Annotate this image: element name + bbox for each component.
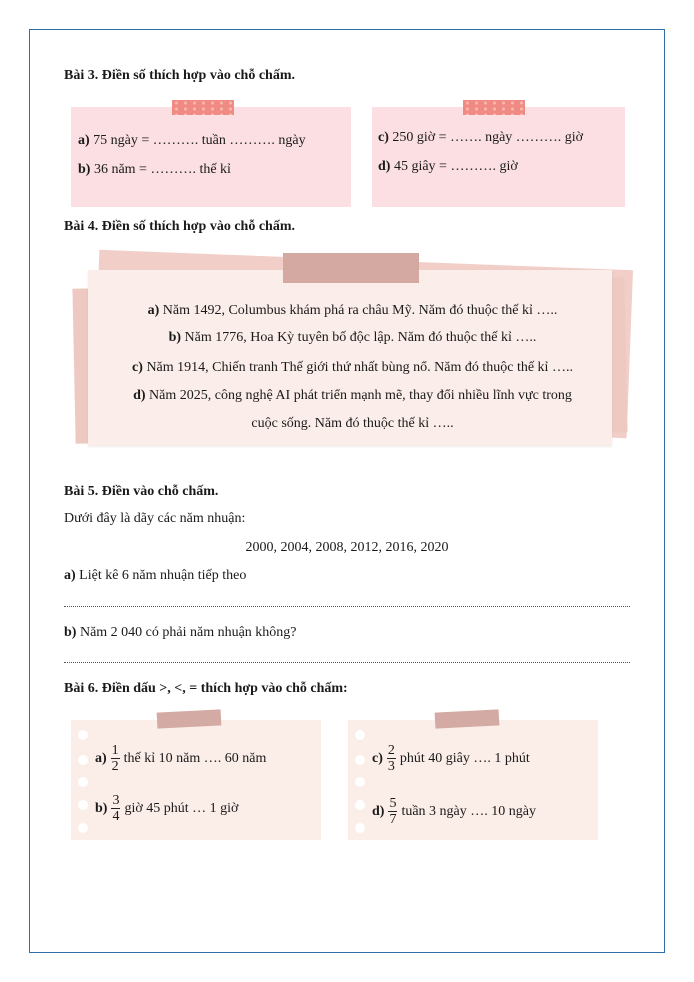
punch-hole	[78, 823, 88, 833]
bai5-question-a	[64, 568, 246, 584]
fraction	[111, 743, 120, 774]
bai3-box-left	[71, 107, 351, 207]
bai6-item-b	[95, 793, 238, 824]
item-label: c)	[132, 360, 143, 375]
item-text: 75 ngày = ………. tuần ………. ngày	[89, 133, 306, 148]
tape-decoration	[157, 709, 222, 728]
punch-hole	[355, 800, 365, 810]
item-label: b)	[64, 625, 77, 640]
fraction	[388, 796, 397, 827]
tape-decoration	[283, 253, 419, 283]
item-label: c)	[372, 750, 383, 766]
fraction	[387, 743, 396, 774]
item-text: phút 40 giây …. 1 phút	[399, 750, 530, 766]
bai3-item-d	[378, 159, 518, 175]
bai5-intro: Dưới đây là dãy các năm nhuận:	[64, 511, 246, 526]
item-text: 45 giây = ………. giờ	[390, 159, 518, 174]
tape-decoration	[435, 709, 500, 728]
punch-hole	[355, 755, 365, 765]
answer-line	[64, 662, 630, 663]
item-text: Năm 2 040 có phải năm nhuận không?	[76, 625, 297, 640]
numerator: 5	[389, 796, 397, 811]
fraction	[111, 793, 120, 824]
denominator: 2	[111, 759, 119, 774]
bai4-item-b	[70, 330, 635, 346]
numerator: 1	[111, 743, 119, 758]
punch-hole	[355, 730, 365, 740]
item-text: 36 năm = ………. thế kỉ	[90, 162, 231, 177]
item-label: d)	[372, 803, 385, 819]
item-text: giờ 45 phút … 1 giờ	[124, 800, 239, 816]
bai4-heading: Bài 4. Điền số thích hợp vào chỗ chấm.	[64, 219, 295, 234]
item-text: 250 giờ = ……. ngày ………. giờ	[388, 130, 584, 145]
numerator: 3	[112, 793, 120, 808]
item-label: a)	[64, 568, 76, 583]
bai6-item-a	[95, 743, 266, 774]
punch-hole	[355, 777, 365, 787]
bai4-item-a	[70, 303, 635, 319]
denominator: 3	[387, 759, 395, 774]
punch-hole	[78, 755, 88, 765]
punch-hole	[78, 777, 88, 787]
bai3-box-right	[372, 107, 625, 207]
item-label: d)	[378, 159, 391, 174]
item-text: Năm 1776, Hoa Kỳ tuyên bố độc lập. Năm đó thuộc thế kỉ …..	[181, 330, 537, 345]
item-label: c)	[378, 130, 389, 145]
bai6-item-d	[372, 796, 536, 827]
bai3-heading: Bài 3. Điền số thích hợp vào chỗ chấm.	[64, 68, 295, 83]
item-text: Năm 1492, Columbus khám phá ra châu Mỹ. Năm đó thuộc thế kỉ …..	[159, 303, 558, 318]
item-text: thế kỉ 10 năm …. 60 năm	[123, 750, 267, 766]
bai6-heading: Bài 6. Điền dấu >, <, = thích hợp vào chỗ chấm:	[64, 681, 348, 696]
item-label: a)	[95, 750, 107, 766]
item-label: d)	[133, 388, 146, 403]
tape-decoration	[172, 100, 234, 115]
tape-decoration	[463, 100, 525, 115]
punch-hole	[78, 730, 88, 740]
item-label: b)	[95, 800, 108, 816]
item-text: Liệt kê 6 năm nhuận tiếp theo	[75, 568, 247, 583]
bai3-item-b	[78, 162, 231, 178]
bai5-heading: Bài 5. Điền vào chỗ chấm.	[64, 484, 219, 499]
answer-line	[64, 606, 630, 607]
item-text: Năm 1914, Chiến tranh Thế giới thứ nhất bùng nổ. Năm đó thuộc thế kỉ …..	[142, 360, 573, 375]
punch-hole	[78, 800, 88, 810]
bai4-item-d	[70, 388, 635, 404]
leap-year-sequence: 2000, 2004, 2008, 2012, 2016, 2020	[245, 540, 449, 555]
bai6-item-c	[372, 743, 530, 774]
bai3-item-c	[378, 130, 583, 146]
bai4-item-d-continuation: cuộc sống. Năm đó thuộc thế kỉ …..	[251, 416, 454, 431]
bai3-item-a	[78, 133, 306, 149]
item-label: b)	[168, 330, 182, 345]
numerator: 2	[387, 743, 395, 758]
punch-hole	[355, 823, 365, 833]
bai4-item-c	[70, 360, 635, 376]
item-label: a)	[78, 133, 90, 148]
denominator: 4	[112, 809, 120, 824]
denominator: 7	[389, 812, 397, 827]
item-label: b)	[78, 162, 91, 177]
item-text: tuần 3 ngày …. 10 ngày	[401, 803, 536, 819]
bai5-question-b	[64, 625, 297, 641]
item-text: Năm 2025, công nghệ AI phát triển mạnh mẽ, thay đổi nhiều lĩnh vực trong	[145, 388, 572, 403]
item-label: a)	[147, 303, 160, 318]
